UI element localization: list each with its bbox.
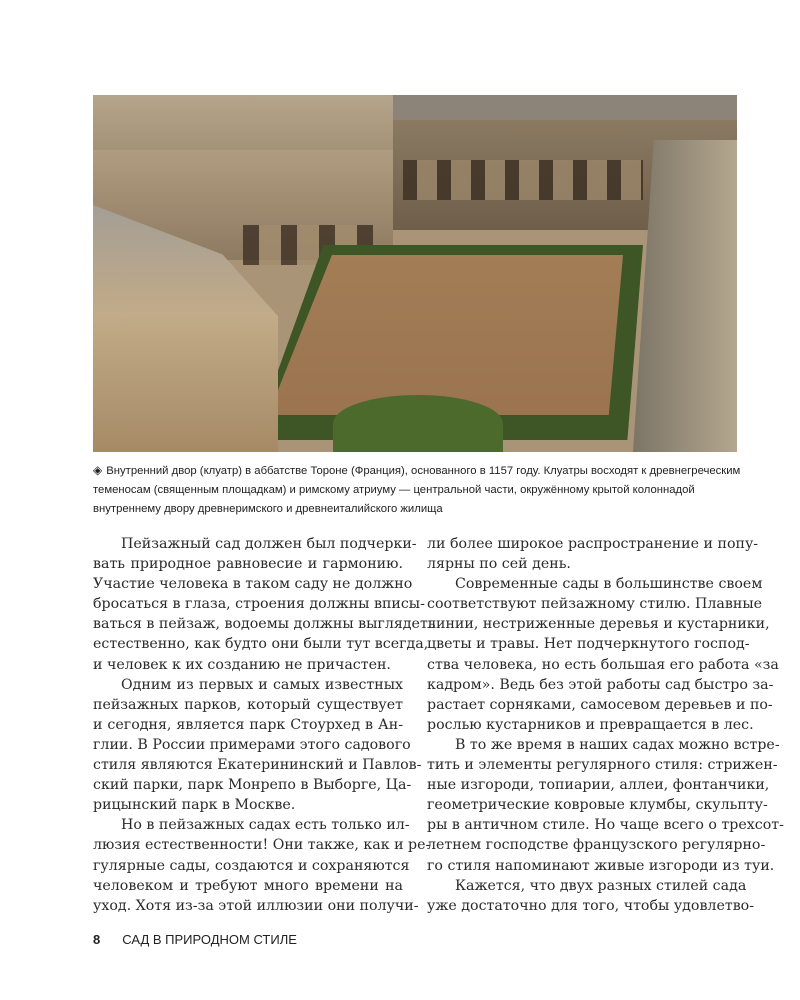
text-line: и человек к их созданию не причастен. xyxy=(93,656,391,673)
text-line: рослью кустарников и превращается в лес. xyxy=(427,716,754,733)
text-line: лярны по сей день. xyxy=(427,556,571,573)
section-title: САД В ПРИРОДНОМ СТИЛЕ xyxy=(122,932,297,947)
text-line: Пейзажный сад должен был подчерки- xyxy=(121,536,417,552)
text-line: уже достаточно для того, чтобы удовлетво- xyxy=(427,897,755,914)
text-line: Современные сады в большинстве своем xyxy=(455,576,763,593)
page-number: 8 xyxy=(93,932,101,947)
text-line: ский парки, парк Монрепо в Выборге, Ца- xyxy=(93,777,412,794)
text-line: глии. В России примерами этого садового xyxy=(93,736,411,753)
text-line: тить и элементы регулярного стиля: стрижен- xyxy=(427,757,778,774)
text-line: Кажется, что двух разных стилей сада xyxy=(455,877,747,894)
text-line: линии, нестриженные деревья и кустарники, xyxy=(427,616,770,633)
text-line: ли более широкое распространение и попу- xyxy=(427,536,759,552)
text-column-left xyxy=(93,534,436,916)
text-line: ные изгороди, топиарии, аллеи, фонтанчики, xyxy=(427,777,770,794)
text-column-right xyxy=(427,534,784,916)
text-line: Одним из первых и самых известных xyxy=(121,676,403,693)
text-line: человеком и требуют много времени на xyxy=(93,877,403,894)
text-line: соответствуют пейзажному стилю. Плавные xyxy=(427,596,763,613)
text-line: В то же время в наших садах можно встре- xyxy=(455,736,780,753)
text-line: геометрические ковровые клумбы, скульпту- xyxy=(427,797,768,814)
text-line: бросаться в глаза, строения должны вписы- xyxy=(93,596,425,613)
diamond-icon: ◈ xyxy=(93,463,103,477)
text-line: люзия естественности! Они также, как и ре- xyxy=(93,837,431,854)
text-line: кадром». Ведь без этой работы сад быстро за- xyxy=(427,676,774,693)
text-line: гулярные сады, создаются и сохраняются xyxy=(93,857,410,874)
text-line: Участие человека в таком саду не должно xyxy=(93,576,413,593)
cloister-photo xyxy=(93,95,737,452)
text-line: естественно, как будто они были тут всегда, xyxy=(93,636,429,653)
text-line: ства человека, но есть большая его работа «за xyxy=(427,656,779,673)
caption-text: Внутренний двор (клуатр) в аббатстве Тороне (Франция), основанного в 1157 году. Клуатры восходят к древнегреческим теменосам (священным площадкам) и римскому атриуму — центральной части, окружённому крытой колоннадой внутреннему двору древнеримского и древнеиталийского жилища xyxy=(93,465,741,515)
photo-caption xyxy=(93,461,743,519)
shrub xyxy=(333,395,503,452)
page-footer xyxy=(93,932,297,947)
text-line: пейзажных парков, который существует xyxy=(93,696,403,713)
text-line: стиля являются Екатерининский и Павлов- xyxy=(93,757,422,774)
text-line: Но в пейзажных садах есть только ил- xyxy=(121,817,410,834)
text-line: цветы и травы. Нет подчеркнутого господ- xyxy=(427,636,750,653)
text-line: вать природное равновесие и гармонию. xyxy=(93,556,403,573)
text-line: уход. Хотя из-за этой иллюзии они получи- xyxy=(93,897,419,914)
text-line: и сегодня, является парк Стоурхед в Ан- xyxy=(93,716,403,733)
text-line: растает сорняками, самосевом деревьев и по- xyxy=(427,696,773,713)
arcade-arches xyxy=(403,160,643,200)
text-line: ры в античном стиле. Но чаще всего о трехсот- xyxy=(427,817,784,834)
text-line: ваться в пейзаж, водоемы должны выглядеть xyxy=(93,616,436,633)
roof-tiles xyxy=(393,95,737,120)
text-line: го стиля напоминают живые изгороди из туи. xyxy=(427,857,775,874)
text-line: рицынский парк в Москве. xyxy=(93,797,296,814)
text-line: летнем господстве французского регулярно- xyxy=(427,837,766,854)
